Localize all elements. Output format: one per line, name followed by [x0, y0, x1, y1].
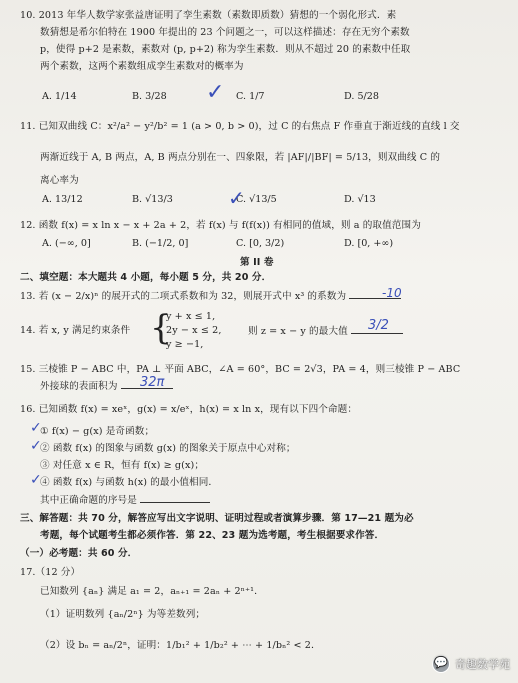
q12-choice-a: A. (−∞, 0] [42, 238, 91, 249]
q10-line1: 10. 2013 年华人数学家张益唐证明了孪生素数（素数即质数）猜想的一个弱化形式．素 [20, 10, 397, 21]
q16-prop4: ④ 函数 f(x) 与函数 h(x) 的最小值相同． [40, 477, 219, 488]
handwritten-check-q11: ✓ [228, 186, 245, 210]
q12-choice-b: B. (−1/2, 0] [132, 238, 189, 249]
q10-choice-d: D. 5/28 [344, 91, 379, 102]
q11-choice-c: C. √13/5 [236, 194, 277, 205]
answer-section-header-line1: 三、解答题：共 70 分，解答应写出文字说明、证明过程或者演算步骤．第 17—21 题为必 [20, 513, 414, 524]
q11-choice-b: B. √13/3 [132, 194, 173, 205]
part-two-title: 第 II 卷 [240, 257, 274, 268]
q11-line3: 离心率为 [40, 175, 79, 186]
q10-choice-b: B. 3/28 [132, 91, 167, 102]
q10-choice-a: A. 1/14 [42, 91, 77, 102]
q16-prop3: ③ 对任意 x ∈ R，恒有 f(x) ≥ g(x)； [40, 460, 205, 471]
q11-line1: 11. 已知双曲线 C：x²/a² − y²/b² = 1 (a > 0, b > 0)，过 C 的右焦点 F 作垂直于渐近线的直线 l 交 [20, 121, 460, 132]
handwritten-mark-q16-4: ✓ [30, 472, 42, 488]
q10-line3: p，使得 p+2 是素数，素数对 (p, p+2) 称为孪生素数．则从不超过 20 的素数中任取 [40, 44, 411, 55]
q17-given: 已知数列 {aₙ} 满足 a₁ = 2，aₙ₊₁ = 2aₙ + 2ⁿ⁺¹． [40, 586, 264, 597]
q14-brace: { [150, 308, 172, 348]
q10-line2: 数猜想是希尔伯特在 1900 年提出的 23 个问题之一，可以这样描述：存在无穷个素数 [40, 27, 410, 38]
q14-cond1: y + x ≤ 1, [166, 311, 216, 322]
required-section-title: （一）必考题：共 60 分． [20, 548, 138, 559]
q17-part2: （2）设 bₙ = aₙ/2ⁿ，证明：1/b₁² + 1/b₂² + ⋯ + 1/bₙ² < 2． [40, 640, 321, 651]
watermark-text: 奇趣数学苑 [455, 658, 510, 671]
q16-line1: 16. 已知函数 f(x) = xeˣ，g(x) = x/eˣ，h(x) = x ln x，现有以下四个命题： [20, 404, 358, 415]
q15-line2-text: 外接球的表面积为 [40, 381, 118, 392]
q14-cond2: 2y − x ≤ 2, [166, 325, 222, 336]
handwritten-mark-q16-1: ✓ [30, 420, 42, 436]
watermark [432, 655, 510, 673]
q11-choice-d: D. √13 [344, 194, 376, 205]
handwritten-check-q10: ✓ [206, 80, 225, 105]
q14-cond3: y ≥ −1, [166, 339, 204, 350]
handwritten-answer-q15: 32π [140, 375, 165, 390]
q11-line2: 两渐近线于 A, B 两点，A, B 两点分别在一、四象限，若 |AF|/|BF| = 5/13，则双曲线 C 的 [40, 152, 441, 163]
q15-line1: 15. 三棱锥 P − ABC 中，PA ⊥ 平面 ABC，∠A = 60°，BC = 2√3，PA = 4，则三棱锥 P − ABC [20, 364, 461, 375]
wechat-icon [432, 655, 450, 673]
fill-in-header: 二、填空题：本大题共 4 小题，每小题 5 分，共 20 分． [20, 272, 272, 283]
handwritten-answer-q14: 3/2 [368, 318, 389, 333]
handwritten-mark-q16-2: ✓ [30, 438, 42, 454]
q17-part1: （1）证明数列 {aₙ/2ⁿ} 为等差数列； [40, 609, 206, 620]
q10-choice-c: C. 1/7 [236, 91, 265, 102]
q16-prop2: ② 函数 f(x) 的图象与函数 g(x) 的图象关于原点中心对称； [40, 443, 296, 454]
handwritten-answer-q13: -10 [382, 286, 402, 300]
q13-line [20, 290, 401, 303]
answer-section-header-line2: 考题，每个试题考生都必须作答．第 22、23 题为选考题，考生根据要求作答． [40, 530, 385, 541]
q16-tail [40, 494, 210, 507]
q10-line4: 两个素数，这两个素数组成孪生素数对的概率为 [40, 61, 244, 72]
q14-tail-text: 则 z = x − y 的最大值 [248, 326, 348, 337]
q17-title: 17.（12 分） [20, 567, 81, 578]
q13-text: 13. 若 (x − 2/x)ⁿ 的展开式的二项式系数和为 32，则展开式中 x³ 的系数为 [20, 291, 347, 302]
q16-prop1: ① f(x) − g(x) 是奇函数； [40, 426, 155, 437]
q12-line1: 12. 函数 f(x) = x ln x − x + 2a + 2，若 f(x) 与 f(f(x)) 有相同的值域，则 a 的取值范围为 [20, 220, 421, 231]
q11-choice-a: A. 13/12 [42, 194, 83, 205]
q12-choice-c: C. [0, 3/2) [236, 238, 285, 249]
q12-choice-d: D. [0, +∞) [344, 238, 394, 249]
q16-tail-text: 其中正确命题的序号是 [40, 495, 137, 506]
q16-blank [140, 494, 210, 503]
q14-line1: 14. 若 x, y 满足约束条件 [20, 325, 131, 336]
